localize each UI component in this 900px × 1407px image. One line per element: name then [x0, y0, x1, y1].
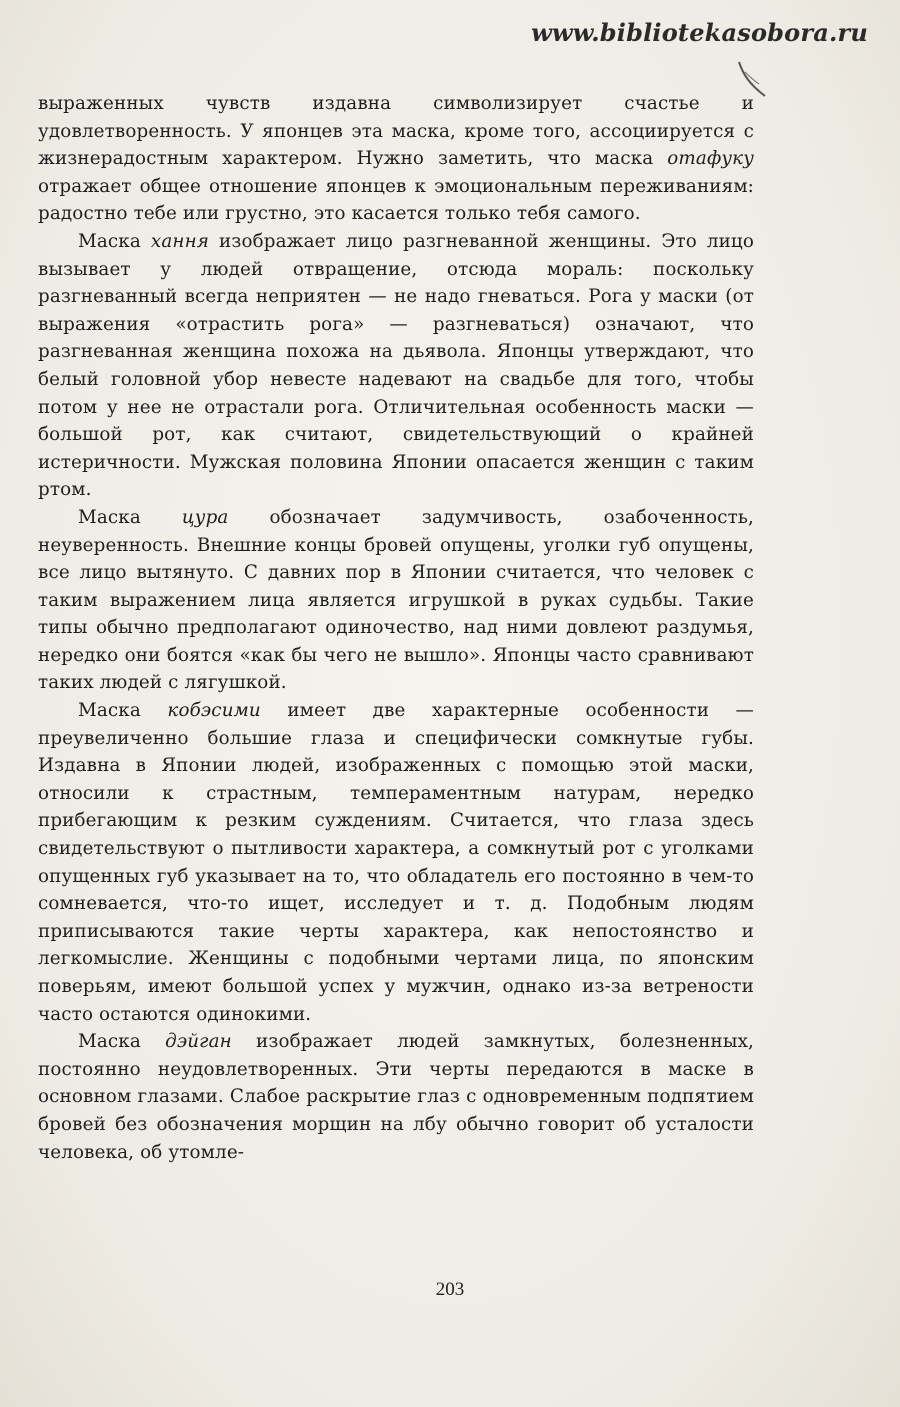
- term-deigan: дэйган: [165, 1031, 232, 1053]
- site-url-watermark: www.bibliotekasobora.ru: [531, 18, 868, 47]
- paragraph-hannya: Маска хання изображает лицо разгневанной женщины. Это лицо вызывает у людей отвращение, отсюда мораль: поскольку разгневанный всегда неприятен — не надо гневаться. Рога у маски (от выражения «отрастить рога» — разгневаться) означают, что разгневанная женщина похожа на дьявола. Японцы утверждают, что белый головной убор невесте надевают на свадьбе для того, чтобы потом у нее не отрастали рога. Отличительная особенность маски — большой рот, как считают, свидетельствующий о крайней истеричности. Мужская половина Японии опасается женщин с таким ртом.: [38, 230, 754, 501]
- body-text: [38, 90, 754, 1166]
- paragraph-tsura: Маска цура обозначает задумчивость, озабоченность, неуверенность. Внешние концы бровей опущены, уголки губ опущены, все лицо вытянуто. С давних пор в Японии считается, что человек с таким выражением лица является игрушкой в руках судьбы. Такие типы обычно предполагают одиночество, над ними довлеют раздумья, нередко они боятся «как бы чего не вышло». Японцы часто сравнивают таких людей с лягушкой.: [38, 506, 754, 694]
- paragraph-kobeshimi: Маска кобэсими имеет две характерные особенности — преувеличенно большие глаза и специфически сомкнутые губы. Издавна в Японии людей, изображенных с помощью этой маски, относили к страстным, темпераментным натурам, нередко прибегающим к резким суждениям. Считается, что глаза здесь свидетельствуют о пытливости характера, а сомкнутый рот с уголками опущенных губ указывает на то, что обладатель его постоянно в чем-то сомневается, что-то ищет, исследует и т. д. Подобным людям приписываются такие черты характера, как непостоянство и легкомыслие. Женщины с подобными чертами лица, по японским поверьям, имеют большой успех у мужчин, однако из-за ветрености часто остаются одинокими.: [38, 700, 754, 1025]
- term-kobeshimi: кобэсими: [167, 700, 261, 722]
- paragraph-deigan: Маска дэйган изображает людей замкнутых, болезненных, постоянно неудовлетворенных. Эти черты передаются в маске в основном глазами. Слабое раскрытие глаз с одновременным подпятием бровей без обозначения морщин на лбу обычно говорит об усталости человека, об утомле-: [38, 1031, 754, 1163]
- page-number: 203: [435, 1279, 465, 1300]
- term-otafuku: отафуку: [667, 148, 754, 170]
- term-hannya: хання: [150, 230, 210, 252]
- term-tsura: цура: [181, 506, 229, 528]
- paragraph-otafuku: выраженных чувств издавна символизирует счастье и удовлетворенность. У японцев эта маска, кроме того, ассоциируется с жизнерадостным характером. Нужно заметить, что маска отафуку отражает общее отношение японцев к эмоциональным переживаниям: радостно тебе или грустно, это касается только тебя самого.: [38, 93, 754, 225]
